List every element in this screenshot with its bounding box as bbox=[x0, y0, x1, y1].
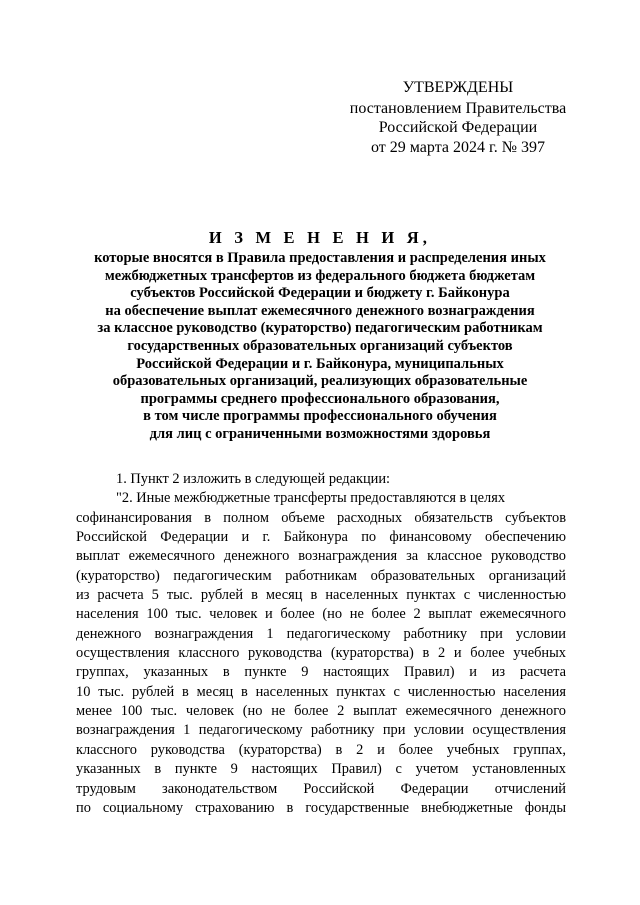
body-line: (кураторство) педагогическим работникам образовательных организаций bbox=[76, 567, 566, 584]
document-title: И З М Е Н Е Н И Я, bbox=[208, 228, 432, 247]
body-line: классного руководства (кураторства) в 2 и более учебных группах, bbox=[76, 741, 566, 758]
body-line: указанных в пункте 9 настоящих Правил) с учетом установленных bbox=[76, 761, 566, 778]
document-body bbox=[76, 470, 566, 818]
body-line: софинансирования в полном объеме расходных обязательств субъектов bbox=[76, 509, 566, 526]
subtitle-line: на обеспечение выплат ежемесячного денежного вознаграждения bbox=[105, 302, 535, 319]
body-line: Российской Федерации и г. Байконура по финансовому обеспечению bbox=[76, 529, 566, 546]
subtitle-line: межбюджетных трансфертов из федерального бюджета бюджетам bbox=[104, 267, 536, 284]
paragraph-item-1: 1. Пункт 2 изложить в следующей редакции: bbox=[116, 471, 391, 487]
subtitle-line: государственных образовательных организаций субъектов bbox=[127, 337, 513, 354]
document-subtitle bbox=[70, 250, 570, 444]
body-line: трудовым законодательством Российской Федерации отчислений bbox=[76, 780, 566, 797]
subtitle-line: образовательных организаций, реализующих образовательные bbox=[112, 373, 528, 390]
subtitle-line: Российской Федерации и г. Байконура, муниципальных bbox=[136, 355, 504, 372]
body-line: группах, указанных в пункте 9 настоящих Правил) и из расчета bbox=[76, 664, 566, 681]
body-line: вознаграждения 1 педагогическому работнику при условии осуществления bbox=[76, 722, 566, 739]
subtitle-line: программы среднего профессионального образования, bbox=[140, 390, 500, 407]
approval-line: постановлением Правительства bbox=[349, 99, 567, 117]
subtitle-line: которые вносятся в Правила предоставления и распределения иных bbox=[94, 250, 546, 266]
approval-title: УТВЕРЖДЕНЫ bbox=[402, 79, 514, 96]
approval-line: от 29 марта 2024 г. № 397 bbox=[371, 138, 545, 156]
approval-stamp bbox=[340, 78, 576, 157]
subtitle-line: в том числе программы профессионального обучения bbox=[143, 408, 497, 425]
body-line: по социальному страхованию в государственные внебюджетные фонды bbox=[76, 799, 566, 816]
body-line: осуществления классного руководства (кураторства) в 2 и более учебных bbox=[76, 645, 566, 662]
paragraph-quote-start: "2. Иные межбюджетные трансферты предоставляются в целях bbox=[116, 490, 506, 507]
body-line: выплат ежемесячного денежного вознаграждения за классное руководство bbox=[76, 548, 566, 565]
body-line: из расчета 5 тыс. рублей в месяц в населенных пунктах с численностью bbox=[76, 587, 566, 604]
body-line: 10 тыс. рублей в месяц в населенных пунктах с численностью населения bbox=[76, 683, 566, 700]
subtitle-line: за классное руководство (кураторство) педагогическим работникам bbox=[97, 320, 543, 337]
subtitle-line: субъектов Российской Федерации и бюджету г. Байконура bbox=[130, 285, 510, 302]
body-line: населения 100 тыс. человек и более (но не более 2 выплат ежемесячного bbox=[76, 606, 566, 623]
body-line: менее 100 тыс. человек (но не более 2 выплат ежемесячного денежного bbox=[76, 703, 566, 720]
approval-line: Российской Федерации bbox=[378, 119, 538, 136]
body-line: денежного вознаграждения 1 педагогическому работнику при условии bbox=[76, 625, 566, 642]
subtitle-line: для лиц с ограниченными возможностями здоровья bbox=[149, 425, 491, 442]
